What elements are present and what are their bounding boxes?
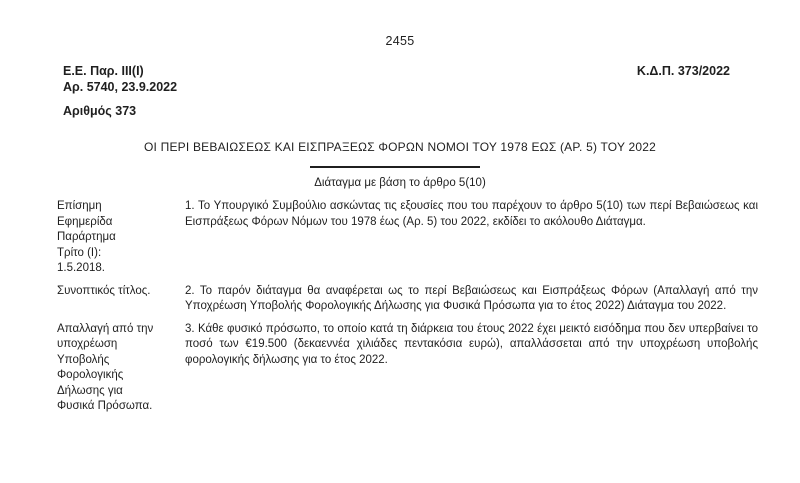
margin-note-line: Συνοπτικός τίτλος.	[57, 284, 151, 297]
title-divider-rule	[310, 166, 480, 168]
document-number: Αριθμός 373	[63, 104, 137, 118]
paragraph-3: 3. Κάθε φυσικό πρόσωπο, το οποίο κατά τη διάρκεια του έτους 2022 έχει μεικτό εισόδημα που δεν υπερβαίνει το ποσό των €19.500 (δεκαεννέα χιλιάδες πεντακόσια ευρώ), απαλλάσσεται από την υποχρέωση υποβολής φορολογικής δήλωσης για το έτος 2022.	[185, 322, 758, 366]
section-1	[57, 199, 758, 277]
gazette-part-label: Ε.Ε. Παρ. ΙΙΙ(Ι)	[63, 64, 144, 78]
gazette-issue-date: Αρ. 5740, 23.9.2022	[63, 80, 178, 94]
margin-note-line: υποχρέωση	[57, 338, 118, 350]
margin-note-line: Δήλωσης για	[57, 384, 123, 397]
margin-note-line: Φυσικά Πρόσωπα.	[57, 400, 153, 412]
section-2	[57, 284, 758, 315]
section-3	[57, 322, 758, 415]
margin-note-line: 1.5.2018.	[57, 262, 105, 274]
margin-note-exemption	[57, 322, 185, 415]
law-title: ΟΙ ΠΕΡΙ ΒΕΒΑΙΩΣΕΩΣ ΚΑΙ ΕΙΣΠΡΑΞΕΩΣ ΦΟΡΩΝ ΝΟΜΟΙ ΤΟΥ 1978 ΕΩΣ (ΑΡ. 5) ΤΟΥ 2022	[144, 140, 656, 154]
margin-note-line: Φορολογικής	[57, 369, 124, 381]
paragraph-2: 2. Το παρόν διάταγμα θα αναφέρεται ως το περί Βεβαιώσεως και Εισπράξεως Φόρων (Απαλλαγή από την Υποχρέωση Υποβολής Φορολογικής Δήλωσης για Φυσικά Πρόσωπα για το έτος 2022) Διάταγμα του 2022.	[185, 284, 758, 312]
margin-note-short-title	[57, 284, 185, 315]
margin-note-official-gazette	[57, 199, 185, 277]
decree-subtitle: Διάταγμα με βάση το άρθρο 5(10)	[314, 177, 486, 189]
page-number: 2455	[385, 34, 415, 48]
margin-note-line: Τρίτο (Ι):	[57, 246, 102, 259]
margin-note-line: Επίσημη	[57, 200, 102, 212]
gazette-header-left	[63, 63, 177, 95]
margin-note-line: Υποβολής	[57, 353, 110, 366]
regulatory-act-number: Κ.Δ.Π. 373/2022	[636, 64, 730, 78]
gazette-header	[63, 63, 730, 95]
margin-note-line: Παράρτημα	[57, 231, 116, 243]
paragraph-1: 1. Το Υπουργικό Συμβούλιο ασκώντας τις εξουσίες που του παρέχουν το άρθρο 5(10) των περί Βεβαιώσεως και Εισπράξεως Φόρων Νόμων του 1978 έως (Αρ. 5) του 2022, εκδίδει το ακόλουθο Διάταγμα.	[185, 200, 758, 228]
decree-body	[57, 199, 758, 422]
margin-note-line: Απαλλαγή από την	[57, 322, 154, 335]
margin-note-line: Εφημερίδα	[57, 215, 113, 228]
